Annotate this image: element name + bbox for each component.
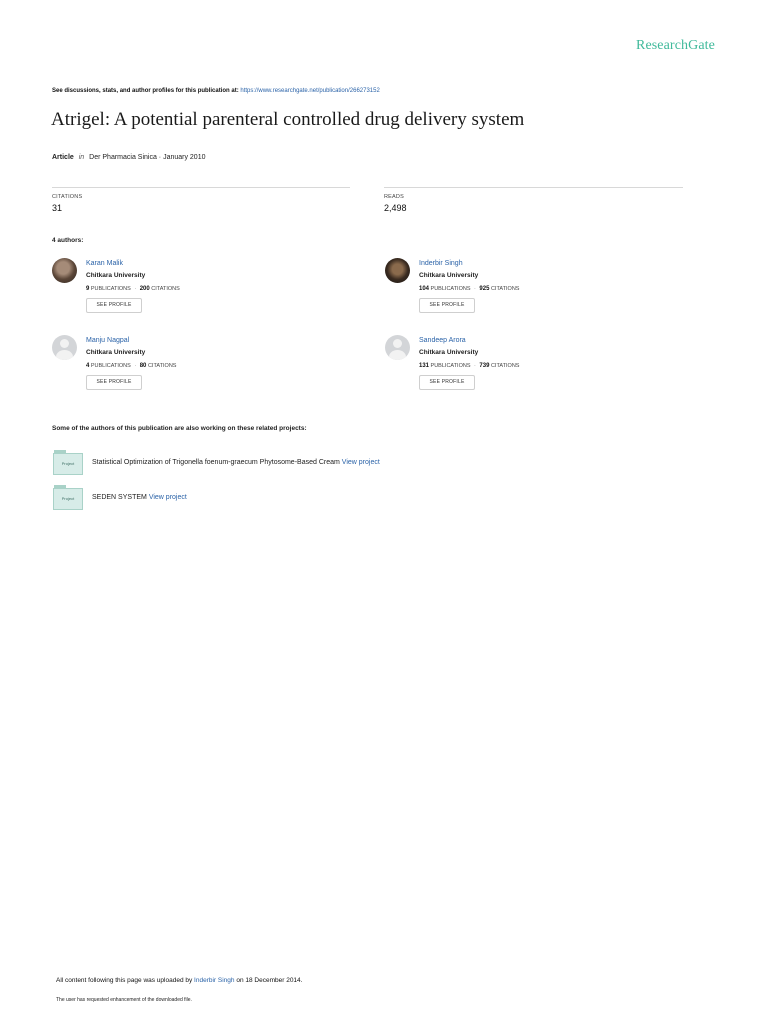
author-stats: 9 PUBLICATIONS · 200 CITATIONS: [86, 286, 180, 292]
publications-count: 104: [419, 286, 430, 292]
reads-stat: [384, 194, 407, 213]
upload-prefix: All content following this page was uploaded by: [56, 977, 193, 984]
see-profile-button[interactable]: SEE PROFILE: [86, 375, 142, 390]
see-profile-button[interactable]: SEE PROFILE: [419, 375, 475, 390]
author-name[interactable]: Inderbir Singh: [419, 260, 463, 267]
avatar[interactable]: [385, 335, 410, 360]
project-text: [92, 459, 380, 466]
discussion-text: See discussions, stats, and author profiles for this publication at:: [52, 88, 239, 94]
reads-label: READS: [384, 194, 404, 200]
author-stats: 4 PUBLICATIONS · 80 CITATIONS: [86, 363, 177, 369]
discussion-line: [52, 88, 380, 94]
publications-count: 4: [86, 363, 90, 369]
avatar[interactable]: [52, 335, 77, 360]
publications-label: PUBLICATIONS: [430, 363, 471, 369]
author-card: [52, 335, 372, 401]
article-in: in: [78, 154, 85, 161]
citations-count: 925: [479, 286, 490, 292]
citations-label: CITATIONS: [52, 194, 83, 200]
author-stats: 131 PUBLICATIONS · 739 CITATIONS: [419, 363, 520, 369]
citations-count: 739: [479, 363, 490, 369]
article-title: Atrigel: A potential parenteral controlled drug delivery system: [51, 109, 525, 130]
author-card: [385, 258, 705, 324]
project-text: [92, 494, 187, 501]
enhancement-note: The user has requested enhancement of the downloaded file.: [56, 997, 192, 1003]
author-name[interactable]: Karan Malik: [86, 260, 123, 267]
author-institution: Chitkara University: [419, 272, 479, 279]
uploader-link[interactable]: Inderbir Singh: [194, 977, 235, 984]
publications-count: 131: [419, 363, 430, 369]
folder-icon: [53, 453, 83, 475]
reads-count: 2,498: [384, 203, 407, 213]
related-projects-heading: Some of the authors of this publication are also working on these related projects:: [52, 425, 307, 432]
author-card: [385, 335, 705, 401]
see-profile-button[interactable]: SEE PROFILE: [86, 298, 142, 313]
article-journal-date: Der Pharmacia Sinica · January 2010: [89, 154, 206, 161]
citations-label: CITATIONS: [151, 286, 180, 292]
divider-left: [52, 187, 350, 188]
avatar[interactable]: [52, 258, 77, 283]
publication-link[interactable]: https://www.researchgate.net/publication/266273152: [240, 88, 380, 94]
author-institution: Chitkara University: [86, 349, 146, 356]
divider-right: [384, 187, 683, 188]
upload-note: [56, 977, 302, 984]
citations-count: 200: [139, 286, 150, 292]
publications-label: PUBLICATIONS: [90, 363, 131, 369]
folder-icon: [53, 488, 83, 510]
upload-suffix: on 18 December 2014.: [236, 977, 303, 984]
project-title: SEDEN SYSTEM: [92, 494, 147, 501]
publications-count: 9: [86, 286, 90, 292]
project-icon-label: Project: [61, 461, 75, 466]
see-profile-button[interactable]: SEE PROFILE: [419, 298, 475, 313]
publications-label: PUBLICATIONS: [430, 286, 471, 292]
citations-label: CITATIONS: [490, 363, 520, 369]
authors-heading: 4 authors:: [52, 237, 84, 244]
publications-label: PUBLICATIONS: [90, 286, 131, 292]
author-stats: 104 PUBLICATIONS · 925 CITATIONS: [419, 286, 520, 292]
author-institution: Chitkara University: [86, 272, 146, 279]
author-name[interactable]: Manju Nagpal: [86, 337, 130, 344]
citations-count: 31: [52, 203, 63, 213]
avatar[interactable]: [385, 258, 410, 283]
view-project-link[interactable]: View project: [148, 494, 187, 501]
citations-label: CITATIONS: [490, 286, 520, 292]
author-name[interactable]: Sandeep Arora: [419, 337, 466, 344]
author-institution: Chitkara University: [419, 349, 479, 356]
citations-stat: [52, 194, 82, 213]
article-meta: [52, 154, 206, 161]
view-project-link[interactable]: View project: [341, 459, 380, 466]
article-type: Article: [52, 154, 74, 161]
citations-label: CITATIONS: [147, 363, 177, 369]
project-icon-label: Project: [61, 496, 75, 501]
researchgate-logo[interactable]: ResearchGate: [636, 38, 715, 53]
project-row: [53, 453, 653, 475]
project-title: Statistical Optimization of Trigonella foenum-graecum Phytosome-Based Cream: [92, 459, 340, 466]
author-card: [52, 258, 372, 324]
citations-count: 80: [139, 363, 147, 369]
project-row: [53, 488, 653, 510]
